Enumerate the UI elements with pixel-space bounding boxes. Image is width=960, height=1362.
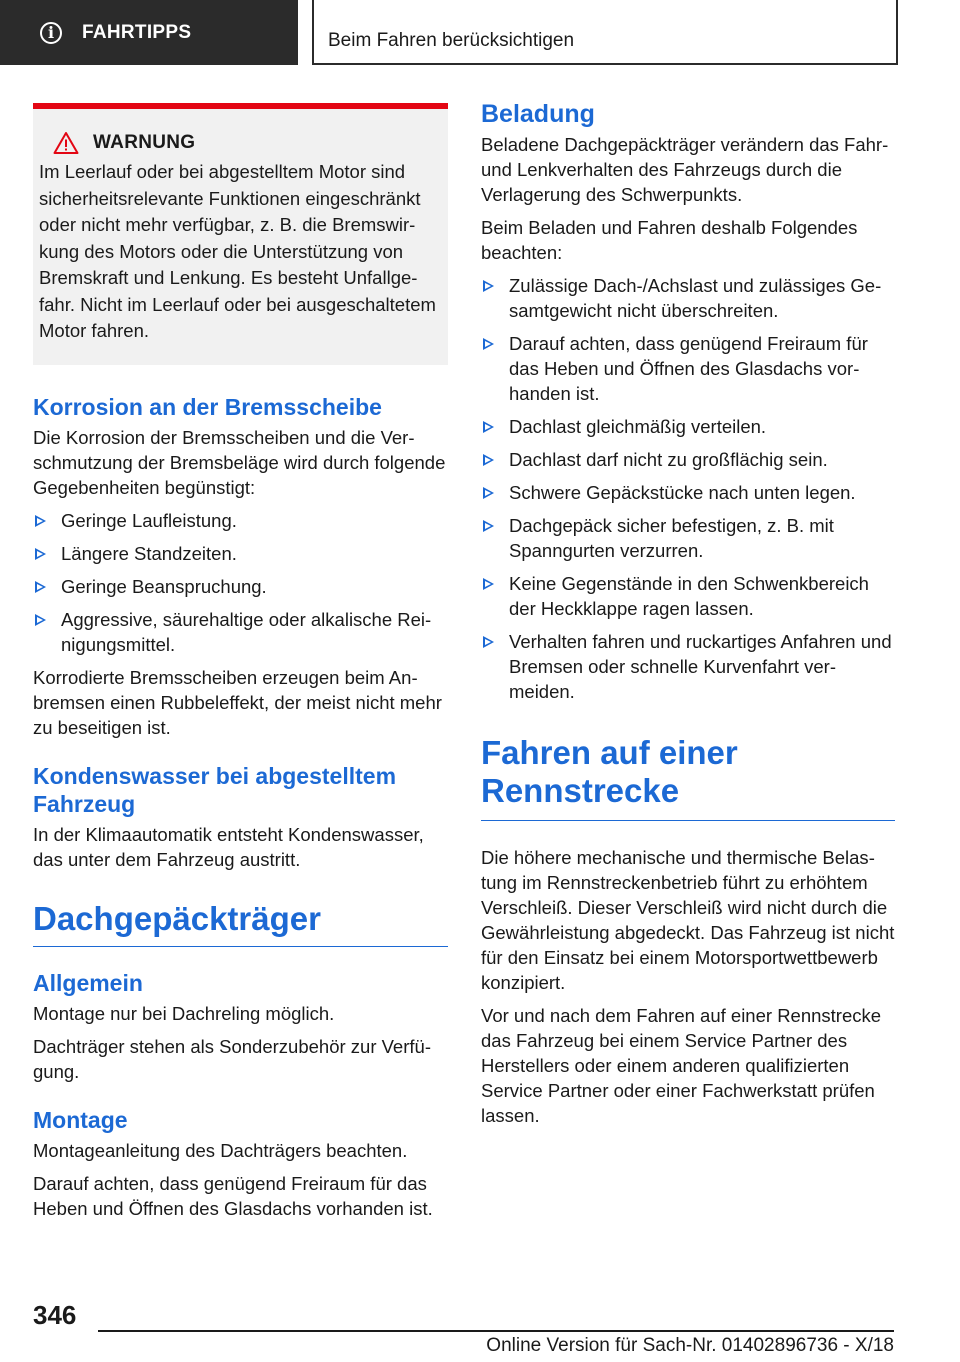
korrosion-list	[33, 508, 448, 657]
list-item	[33, 508, 448, 533]
triangle-bullet-icon	[483, 280, 494, 292]
korrosion-intro: Die Korrosion der Bremsscheiben und die Verschmutzung der Bremsbeläge wird durch folgende Gegebenheiten begünstigt:	[33, 426, 446, 498]
list-item-text: Darauf achten, dass genügend Freiraum für das Heben und Öffnen des Glasdachs vorhanden ist.	[509, 333, 868, 404]
left-column	[33, 103, 448, 1229]
list-item-text: Keine Gegenstände in den Schwenkbereich der Heckklappe ragen lassen.	[509, 573, 869, 619]
warning-header	[53, 131, 440, 155]
list-item	[33, 607, 448, 657]
list-item-text: Geringe Laufleistung.	[61, 509, 237, 531]
list-item	[481, 447, 895, 472]
heading-beladung: Beladung	[481, 100, 595, 128]
warning-triangle-icon	[53, 131, 79, 155]
list-item-text: Geringe Beanspruchung.	[61, 575, 267, 597]
beladung-list	[481, 273, 895, 704]
list-item	[481, 513, 895, 563]
warning-title: WARNUNG	[93, 132, 196, 153]
triangle-bullet-icon	[483, 520, 494, 532]
heading-allgemein: Allgemein	[33, 969, 143, 996]
footer-text: Online Version für Sach-Nr. 01402896736 - X/18	[486, 1335, 894, 1356]
section-header	[312, 0, 898, 65]
triangle-bullet-icon	[35, 515, 46, 527]
page-number: 346	[33, 1300, 77, 1330]
list-item	[481, 273, 895, 323]
list-item	[481, 571, 895, 621]
beladung-p2: Beim Beladen und Fahren deshalb Folgendes beachten:	[481, 217, 858, 263]
list-item	[33, 574, 448, 599]
rennstrecke-p2: Vor und nach dem Fahren auf einer Rennstrecke das Fahrzeug bei einem Service Partner des Herstellers oder einem anderen qualifizierten Service Partner oder einer Fachwerkstatt prüfen lassen.	[481, 1005, 882, 1126]
footer-divider	[98, 1330, 894, 1332]
info-icon: i	[40, 22, 62, 44]
triangle-bullet-icon	[483, 338, 494, 350]
kondenswasser-text: In der Klimaautomatik entsteht Kondenswasser, das unter dem Fahrzeug austritt.	[33, 823, 424, 870]
list-item-text: Dachgepäck sicher befestigen, z. B. mit Spanngurten verzurren.	[509, 515, 834, 561]
list-item-text: Verhalten fahren und ruckartiges Anfahren und Bremsen oder schnelle Kurvenfahrt vermeiden.	[509, 631, 892, 702]
allgemein-p1: Montage nur bei Dachreling möglich.	[33, 1002, 335, 1024]
heading-rennstrecke: Fahren auf einer Rennstrecke	[481, 734, 738, 809]
list-item-text: Aggressive, säurehaltige oder alkalische Reinigungsmittel.	[61, 608, 432, 655]
triangle-bullet-icon	[483, 487, 494, 499]
triangle-bullet-icon	[483, 578, 494, 590]
warning-text: Im Leerlauf oder bei abgestelltem Motor sind sicherheitsrelevante Funktionen eingeschränkt oder nicht mehr verfügbar, z. B. die Bremswirkung des Motors oder die Unterstützung von Bremskraft und Lenkung. Es besteht Unfallgefahr. Nicht im Leerlauf oder bei ausgeschaltetem Motor fahren.	[39, 161, 436, 341]
triangle-bullet-icon	[483, 421, 494, 433]
list-item	[481, 414, 895, 439]
right-column	[481, 100, 895, 1136]
list-item	[481, 331, 895, 406]
list-item	[481, 480, 895, 505]
allgemein-p2: Dachträger stehen als Sonderzubehör zur Verfügung.	[33, 1035, 431, 1082]
beladung-p1: Beladene Dachgepäckträger verändern das Fahr- und Lenkverhalten des Fahrzeugs durch die Verlagerung des Schwerpunkts.	[481, 134, 889, 205]
korrosion-outro: Korrodierte Bremsscheiben erzeugen beim Anbremsen einen Rubbeleffekt, der meist nicht mehr zu beseitigen ist.	[33, 666, 442, 738]
montage-p1: Montageanleitung des Dachträgers beachten.	[33, 1139, 408, 1161]
heading-korrosion: Korrosion an der Bremsscheibe	[33, 393, 382, 420]
heading-block-rennstrecke	[481, 734, 895, 821]
heading-kondenswasser: Kondenswasser bei abgestelltem Fahrzeug	[33, 762, 397, 817]
list-item-text: Dachlast darf nicht zu großflächig sein.	[509, 449, 828, 470]
chapter-title: FAHRTIPPS	[82, 21, 192, 43]
rennstrecke-p1: Die höhere mechanische und thermische Belastung im Rennstreckenbetrieb führt zu erhöhtem Verschleiß. Dieser Verschleiß wird nicht durch die Gewährleistung abgedeckt. Das Fahrzeug ist nicht für den Einsatz bei einem Motorsportwettbewerb konzipiert.	[481, 847, 895, 993]
heading-block-dachgepaecktraeger	[33, 900, 448, 947]
triangle-bullet-icon	[483, 454, 494, 466]
triangle-bullet-icon	[35, 548, 46, 560]
triangle-bullet-icon	[35, 614, 46, 626]
heading-montage: Montage	[33, 1106, 128, 1133]
montage-p2: Darauf achten, dass genügend Freiraum für das Heben und Öffnen des Glasdachs vorhanden ist.	[33, 1172, 433, 1219]
chapter-tab	[0, 0, 298, 65]
section-title: Beim Fahren berücksichtigen	[328, 30, 575, 51]
triangle-bullet-icon	[483, 636, 494, 648]
list-item-text: Schwere Gepäckstücke nach unten legen.	[509, 482, 856, 503]
list-item	[481, 629, 895, 704]
list-item-text: Zulässige Dach-/Achslast und zulässiges Gesamtgewicht nicht überschreiten.	[509, 275, 882, 321]
list-item	[33, 541, 448, 566]
triangle-bullet-icon	[35, 581, 46, 593]
list-item-text: Dachlast gleichmäßig verteilen.	[509, 416, 767, 437]
list-item-text: Längere Standzeiten.	[61, 542, 237, 564]
warning-box	[33, 103, 448, 365]
heading-dachgepaecktraeger: Dachgepäckträger	[33, 899, 321, 937]
